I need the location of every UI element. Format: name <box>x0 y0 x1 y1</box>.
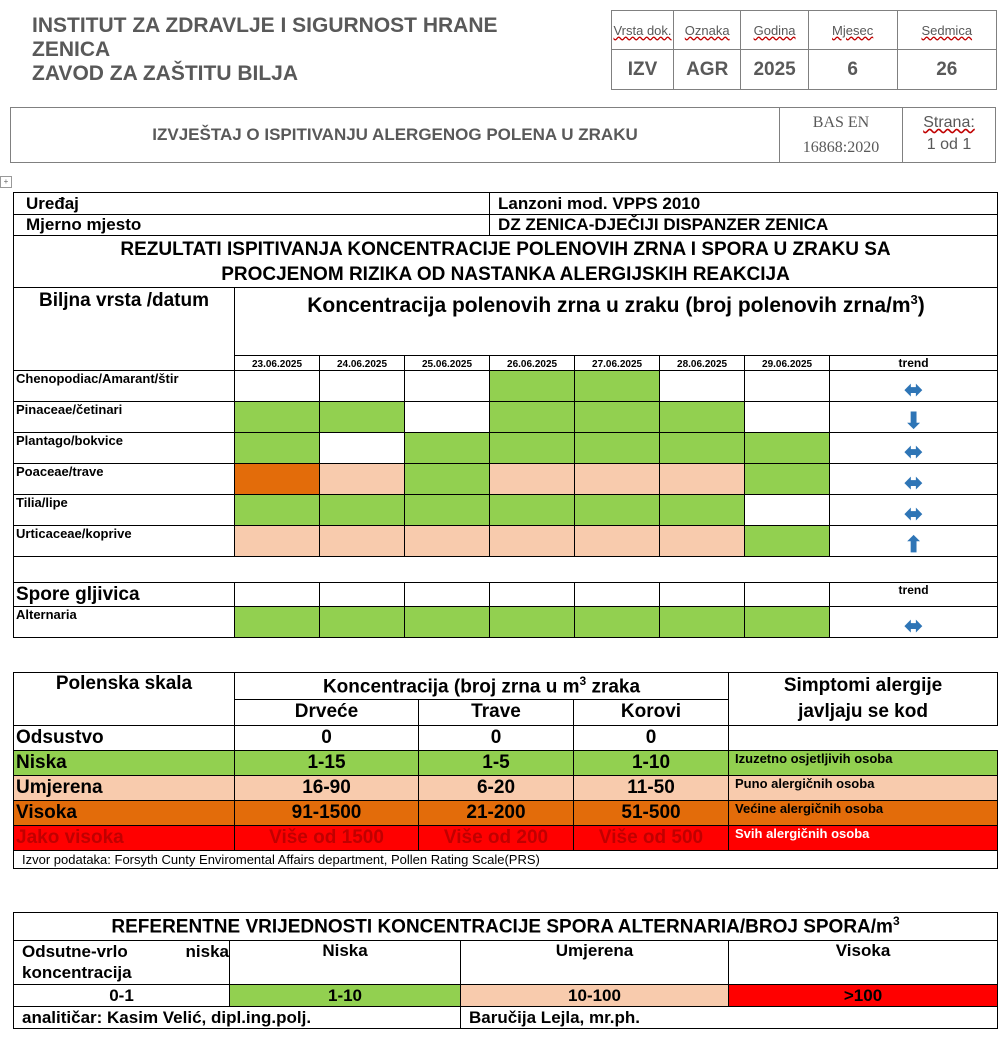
empty-cell <box>660 583 745 607</box>
reference-header-low: Niska <box>230 941 461 985</box>
scale-conc-end: zraka <box>586 675 641 697</box>
level-cell-low <box>745 464 830 495</box>
trend-stable-icon: ⬌ <box>830 495 998 526</box>
table-row <box>14 464 998 495</box>
level-cell-none <box>745 371 830 402</box>
trend-up-icon: ⬆ <box>830 526 998 557</box>
empty-cell <box>575 583 660 607</box>
meta-value-doc-type: IZV <box>612 50 674 90</box>
level-cell-low <box>575 495 660 526</box>
level-cell-moderate <box>490 464 575 495</box>
species-name: Chenopodiac/Amarant/štir <box>14 371 235 402</box>
scale-symptom: Izuzetno osjetljivih osoba <box>729 751 998 776</box>
empty-cell <box>745 583 830 607</box>
level-cell-high <box>235 464 320 495</box>
trend-stable-icon: ⬌ <box>830 464 998 495</box>
scale-level-name: Jako visoka <box>14 826 235 851</box>
table-row <box>14 526 998 557</box>
level-cell-none <box>405 402 490 433</box>
scale-source: Izvor podataka: Forsyth Cunty Enviromental Affairs department, Pollen Rating Scale(PRS) <box>14 851 998 869</box>
table-row <box>14 826 998 851</box>
level-cell-low <box>490 371 575 402</box>
level-cell-low <box>235 607 320 638</box>
concentration-header <box>235 288 998 356</box>
level-cell-none <box>745 402 830 433</box>
scale-value: 11-50 <box>574 776 729 801</box>
scale-value: 0 <box>235 726 419 751</box>
scale-column-header: Drveće <box>235 699 419 726</box>
level-cell-low <box>405 464 490 495</box>
analyst-1: analitičar: Kasim Velić, dipl.ing.polj. <box>14 1007 461 1029</box>
spacer-row <box>14 557 998 583</box>
institution-line-2: ZENICA <box>32 38 111 61</box>
level-cell-moderate <box>575 526 660 557</box>
level-cell-none <box>320 433 405 464</box>
scale-symptom: Svih alergičnih osoba <box>729 826 998 851</box>
level-cell-low <box>745 433 830 464</box>
level-cell-low <box>235 495 320 526</box>
scale-conc-text: Koncentracija (broj zrna u m <box>322 675 580 697</box>
level-cell-low <box>660 607 745 638</box>
level-cell-low <box>320 607 405 638</box>
scale-value: 1-15 <box>235 751 419 776</box>
standard-line-2: 16868:2020 <box>802 139 880 156</box>
trend-stable-icon: ⬌ <box>830 433 998 464</box>
level-cell-low <box>490 607 575 638</box>
scale-symptom: Puno alergičnih osoba <box>729 776 998 801</box>
level-cell-none <box>660 371 745 402</box>
meta-label-year: Godina <box>741 11 808 50</box>
reference-value-low: 1-10 <box>230 985 461 1007</box>
report-page <box>902 108 995 162</box>
device-value: Lanzoni mod. VPPS 2010 <box>490 193 998 215</box>
date-header: 26.06.2025 <box>490 356 575 371</box>
results-title-line-2: PROCJENOM RIZIKA OD NASTANKA ALERGIJSKIH REAKCIJA <box>221 263 790 285</box>
level-cell-none <box>745 495 830 526</box>
date-header: 25.06.2025 <box>405 356 490 371</box>
reference-title-text: REFERENTNE VRIJEDNOSTI KONCENTRACIJE SPORA ALTERNARIA/BROJ SPORA/m <box>111 916 893 938</box>
reference-header-none: Odsutne-vrlo niska koncentracija <box>14 941 230 985</box>
report-title: IZVJEŠTAJ O ISPITIVANJU ALERGENOG POLENA U ZRAKU <box>152 125 638 144</box>
reference-header-moderate: Umjerena <box>461 941 729 985</box>
scale-value: 1-10 <box>574 751 729 776</box>
place-value: DZ ZENICA-DJEČIJI DISPANZER ZENICA <box>490 215 998 236</box>
scale-level-name: Umjerena <box>14 776 235 801</box>
reference-title <box>14 913 998 941</box>
concentration-header-sup: 3 <box>910 292 918 307</box>
level-cell-low <box>405 495 490 526</box>
level-cell-low <box>660 433 745 464</box>
table-row <box>14 402 998 433</box>
scale-column-header: Korovi <box>574 699 729 726</box>
report-title-box <box>10 107 996 163</box>
species-name: Alternaria <box>14 607 235 638</box>
results-title-line-1: REZULTATI ISPITIVANJA KONCENTRACIJE POLENOVIH ZRNA I SPORA U ZRAKU SA <box>120 238 891 260</box>
level-cell-low <box>660 495 745 526</box>
scale-concentration-title <box>235 673 729 700</box>
date-header: 28.06.2025 <box>660 356 745 371</box>
trend-stable-icon: ⬌ <box>830 607 998 638</box>
level-cell-low <box>745 526 830 557</box>
scale-level-name: Odsustvo <box>14 726 235 751</box>
scale-value: 91-1500 <box>235 801 419 826</box>
date-header: 29.06.2025 <box>745 356 830 371</box>
level-cell-moderate <box>660 464 745 495</box>
meta-label-doc-type: Vrsta dok. <box>612 11 674 50</box>
level-cell-low <box>490 433 575 464</box>
alternaria-reference-table <box>13 912 998 1029</box>
scale-value: Više od 200 <box>419 826 574 851</box>
level-cell-none <box>405 371 490 402</box>
analyst-2: Baručija Lejla, mr.ph. <box>461 1007 998 1029</box>
scale-level-name: Niska <box>14 751 235 776</box>
scale-value: 51-500 <box>574 801 729 826</box>
meta-label-month: Mjesec <box>808 11 897 50</box>
date-header: 27.06.2025 <box>575 356 660 371</box>
empty-cell <box>320 583 405 607</box>
level-cell-moderate <box>320 464 405 495</box>
standard-line-1: BAS EN <box>812 114 870 131</box>
empty-cell <box>405 583 490 607</box>
scale-title: Polenska skala <box>14 673 235 726</box>
level-cell-low <box>660 402 745 433</box>
table-row <box>14 726 998 751</box>
species-name: Tilia/lipe <box>14 495 235 526</box>
reference-header-high: Visoka <box>729 941 998 985</box>
scale-value: 0 <box>574 726 729 751</box>
scale-value: Više od 500 <box>574 826 729 851</box>
species-name: Pinaceae/četinari <box>14 402 235 433</box>
scale-value: 0 <box>419 726 574 751</box>
scale-symptom: Većine alergičnih osoba <box>729 801 998 826</box>
table-row <box>14 776 998 801</box>
level-cell-low <box>320 495 405 526</box>
concentration-header-end: ) <box>917 294 925 317</box>
document-meta-table <box>611 10 997 90</box>
level-cell-low <box>235 402 320 433</box>
page-value: 1 od 1 <box>926 136 972 153</box>
level-cell-none <box>320 371 405 402</box>
level-cell-low <box>490 402 575 433</box>
empty-cell <box>235 583 320 607</box>
level-cell-low <box>405 433 490 464</box>
pollen-scale-table <box>13 672 998 869</box>
trend-stable-icon: ⬌ <box>830 371 998 402</box>
meta-label-code: Oznaka <box>674 11 741 50</box>
level-cell-low <box>490 495 575 526</box>
species-name: Poaceae/trave <box>14 464 235 495</box>
scale-value: 1-5 <box>419 751 574 776</box>
level-cell-low <box>575 402 660 433</box>
scale-value: 21-200 <box>419 801 574 826</box>
level-cell-moderate <box>320 526 405 557</box>
reference-value-moderate: 10-100 <box>461 985 729 1007</box>
scale-conc-sup: 3 <box>579 673 587 688</box>
page-label: Strana: <box>923 114 975 131</box>
species-header: Biljna vrsta /datum <box>14 288 235 371</box>
table-row <box>14 433 998 464</box>
table-row <box>14 371 998 402</box>
table-row <box>14 607 998 638</box>
level-cell-low <box>575 607 660 638</box>
level-cell-moderate <box>235 526 320 557</box>
meta-value-code: AGR <box>674 50 741 90</box>
level-cell-low <box>320 402 405 433</box>
table-row <box>14 801 998 826</box>
table-row <box>14 495 998 526</box>
scale-symptoms-title: Simptomi alergije javljaju se kod <box>729 673 998 726</box>
institution-line-3: ZAVOD ZA ZAŠTITU BILJA <box>32 62 298 85</box>
meta-value-month: 6 <box>808 50 897 90</box>
meta-value-week: 26 <box>897 50 996 90</box>
results-title <box>14 236 998 288</box>
date-header: 23.06.2025 <box>235 356 320 371</box>
scale-value: 16-90 <box>235 776 419 801</box>
scale-level-name: Visoka <box>14 801 235 826</box>
reference-value-none: 0-1 <box>14 985 230 1007</box>
meta-label-week: Sedmica <box>897 11 996 50</box>
scale-value: Više od 1500 <box>235 826 419 851</box>
report-standard <box>779 108 902 162</box>
species-name: Plantago/bokvice <box>14 433 235 464</box>
empty-cell <box>490 583 575 607</box>
date-header: 24.06.2025 <box>320 356 405 371</box>
table-move-handle-icon[interactable]: + <box>0 176 12 188</box>
level-cell-low <box>405 607 490 638</box>
level-cell-low <box>575 371 660 402</box>
spores-trend-header: trend <box>830 583 998 607</box>
spores-header: Spore gljivica <box>14 583 235 607</box>
table-row <box>14 751 998 776</box>
reference-title-sup: 3 <box>892 914 900 929</box>
institution-name <box>32 14 592 86</box>
level-cell-low <box>575 433 660 464</box>
level-cell-moderate <box>490 526 575 557</box>
results-table <box>13 192 998 638</box>
level-cell-low <box>745 607 830 638</box>
reference-value-high: >100 <box>729 985 998 1007</box>
scale-value: 6-20 <box>419 776 574 801</box>
trend-header: trend <box>830 356 998 371</box>
level-cell-moderate <box>660 526 745 557</box>
institution-line-1: INSTITUT ZA ZDRAVLJE I SIGURNOST HRANE <box>32 14 498 37</box>
place-label: Mjerno mjesto <box>14 215 490 236</box>
trend-down-icon: ⬇ <box>830 402 998 433</box>
scale-column-header: Trave <box>419 699 574 726</box>
device-label: Uređaj <box>14 193 490 215</box>
level-cell-none <box>235 371 320 402</box>
meta-value-year: 2025 <box>741 50 808 90</box>
species-name: Urticaceae/koprive <box>14 526 235 557</box>
level-cell-moderate <box>405 526 490 557</box>
level-cell-low <box>235 433 320 464</box>
level-cell-moderate <box>575 464 660 495</box>
concentration-header-text: Koncentracija polenovih zrna u zraku (broj polenovih zrna/m <box>307 294 911 317</box>
